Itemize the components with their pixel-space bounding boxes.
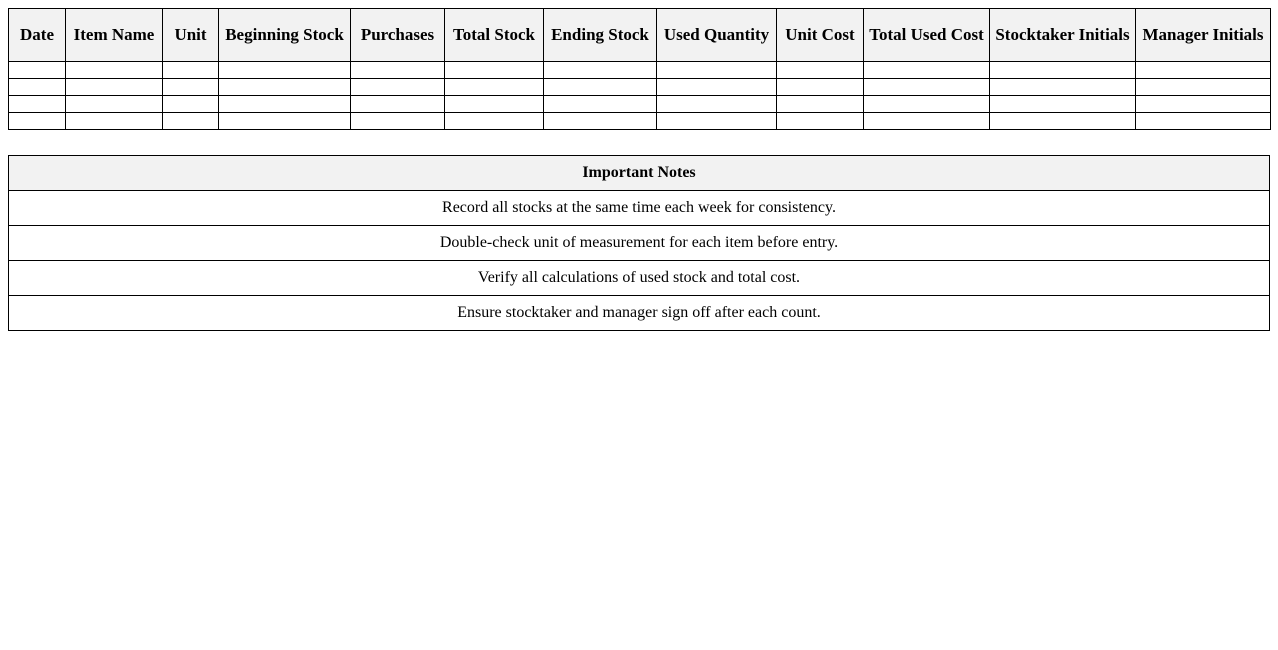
cell-date[interactable] <box>9 62 66 79</box>
cell-stocktaker-initials[interactable] <box>990 62 1136 79</box>
cell-unit[interactable] <box>163 113 219 130</box>
notes-heading: Important Notes <box>9 156 1270 191</box>
cell-unit[interactable] <box>163 96 219 113</box>
cell-total-used-cost[interactable] <box>864 113 990 130</box>
column-header-manager-initials: Manager Initials <box>1136 9 1271 62</box>
column-header-ending-stock: Ending Stock <box>544 9 657 62</box>
cell-date[interactable] <box>9 96 66 113</box>
note-text: Double-check unit of measurement for each item before entry. <box>9 226 1270 261</box>
column-header-stocktaker-initials: Stocktaker Initials <box>990 9 1136 62</box>
column-header-unit-cost: Unit Cost <box>777 9 864 62</box>
note-text: Record all stocks at the same time each week for consistency. <box>9 191 1270 226</box>
cell-beginning-stock[interactable] <box>219 113 351 130</box>
cell-total-stock[interactable] <box>445 79 544 96</box>
cell-used-quantity[interactable] <box>657 113 777 130</box>
cell-purchases[interactable] <box>351 62 445 79</box>
cell-unit-cost[interactable] <box>777 96 864 113</box>
cell-stocktaker-initials[interactable] <box>990 79 1136 96</box>
important-notes-table <box>8 155 1270 331</box>
column-header-date: Date <box>9 9 66 62</box>
cell-stocktaker-initials[interactable] <box>990 96 1136 113</box>
stock-log-row <box>9 79 1271 96</box>
cell-ending-stock[interactable] <box>544 96 657 113</box>
cell-manager-initials[interactable] <box>1136 113 1271 130</box>
cell-beginning-stock[interactable] <box>219 79 351 96</box>
cell-beginning-stock[interactable] <box>219 96 351 113</box>
column-header-unit: Unit <box>163 9 219 62</box>
cell-ending-stock[interactable] <box>544 113 657 130</box>
cell-total-stock[interactable] <box>445 96 544 113</box>
cell-manager-initials[interactable] <box>1136 79 1271 96</box>
note-text: Ensure stocktaker and manager sign off after each count. <box>9 296 1270 331</box>
cell-item-name[interactable] <box>66 113 163 130</box>
cell-item-name[interactable] <box>66 79 163 96</box>
column-header-used-quantity: Used Quantity <box>657 9 777 62</box>
note-row <box>9 226 1270 261</box>
stock-log-row <box>9 113 1271 130</box>
cell-purchases[interactable] <box>351 96 445 113</box>
stock-log-row <box>9 62 1271 79</box>
column-header-total-stock: Total Stock <box>445 9 544 62</box>
stock-log-body <box>9 62 1271 130</box>
stock-log-header-row <box>9 9 1271 62</box>
cell-date[interactable] <box>9 79 66 96</box>
cell-ending-stock[interactable] <box>544 79 657 96</box>
note-row <box>9 191 1270 226</box>
note-text: Verify all calculations of used stock and total cost. <box>9 261 1270 296</box>
cell-used-quantity[interactable] <box>657 96 777 113</box>
cell-total-stock[interactable] <box>445 113 544 130</box>
cell-unit-cost[interactable] <box>777 113 864 130</box>
cell-total-stock[interactable] <box>445 62 544 79</box>
cell-purchases[interactable] <box>351 113 445 130</box>
cell-ending-stock[interactable] <box>544 62 657 79</box>
cell-total-used-cost[interactable] <box>864 79 990 96</box>
cell-used-quantity[interactable] <box>657 79 777 96</box>
cell-manager-initials[interactable] <box>1136 96 1271 113</box>
notes-header-row <box>9 156 1270 191</box>
column-header-purchases: Purchases <box>351 9 445 62</box>
column-header-total-used-cost: Total Used Cost <box>864 9 990 62</box>
cell-total-used-cost[interactable] <box>864 96 990 113</box>
cell-unit[interactable] <box>163 79 219 96</box>
column-header-item-name: Item Name <box>66 9 163 62</box>
note-row <box>9 296 1270 331</box>
cell-purchases[interactable] <box>351 79 445 96</box>
cell-unit-cost[interactable] <box>777 62 864 79</box>
cell-item-name[interactable] <box>66 96 163 113</box>
stock-log-table <box>8 8 1271 130</box>
cell-unit[interactable] <box>163 62 219 79</box>
cell-date[interactable] <box>9 113 66 130</box>
cell-total-used-cost[interactable] <box>864 62 990 79</box>
note-row <box>9 261 1270 296</box>
cell-beginning-stock[interactable] <box>219 62 351 79</box>
cell-stocktaker-initials[interactable] <box>990 113 1136 130</box>
cell-unit-cost[interactable] <box>777 79 864 96</box>
cell-manager-initials[interactable] <box>1136 62 1271 79</box>
column-header-beginning-stock: Beginning Stock <box>219 9 351 62</box>
cell-item-name[interactable] <box>66 62 163 79</box>
cell-used-quantity[interactable] <box>657 62 777 79</box>
stock-log-row <box>9 96 1271 113</box>
